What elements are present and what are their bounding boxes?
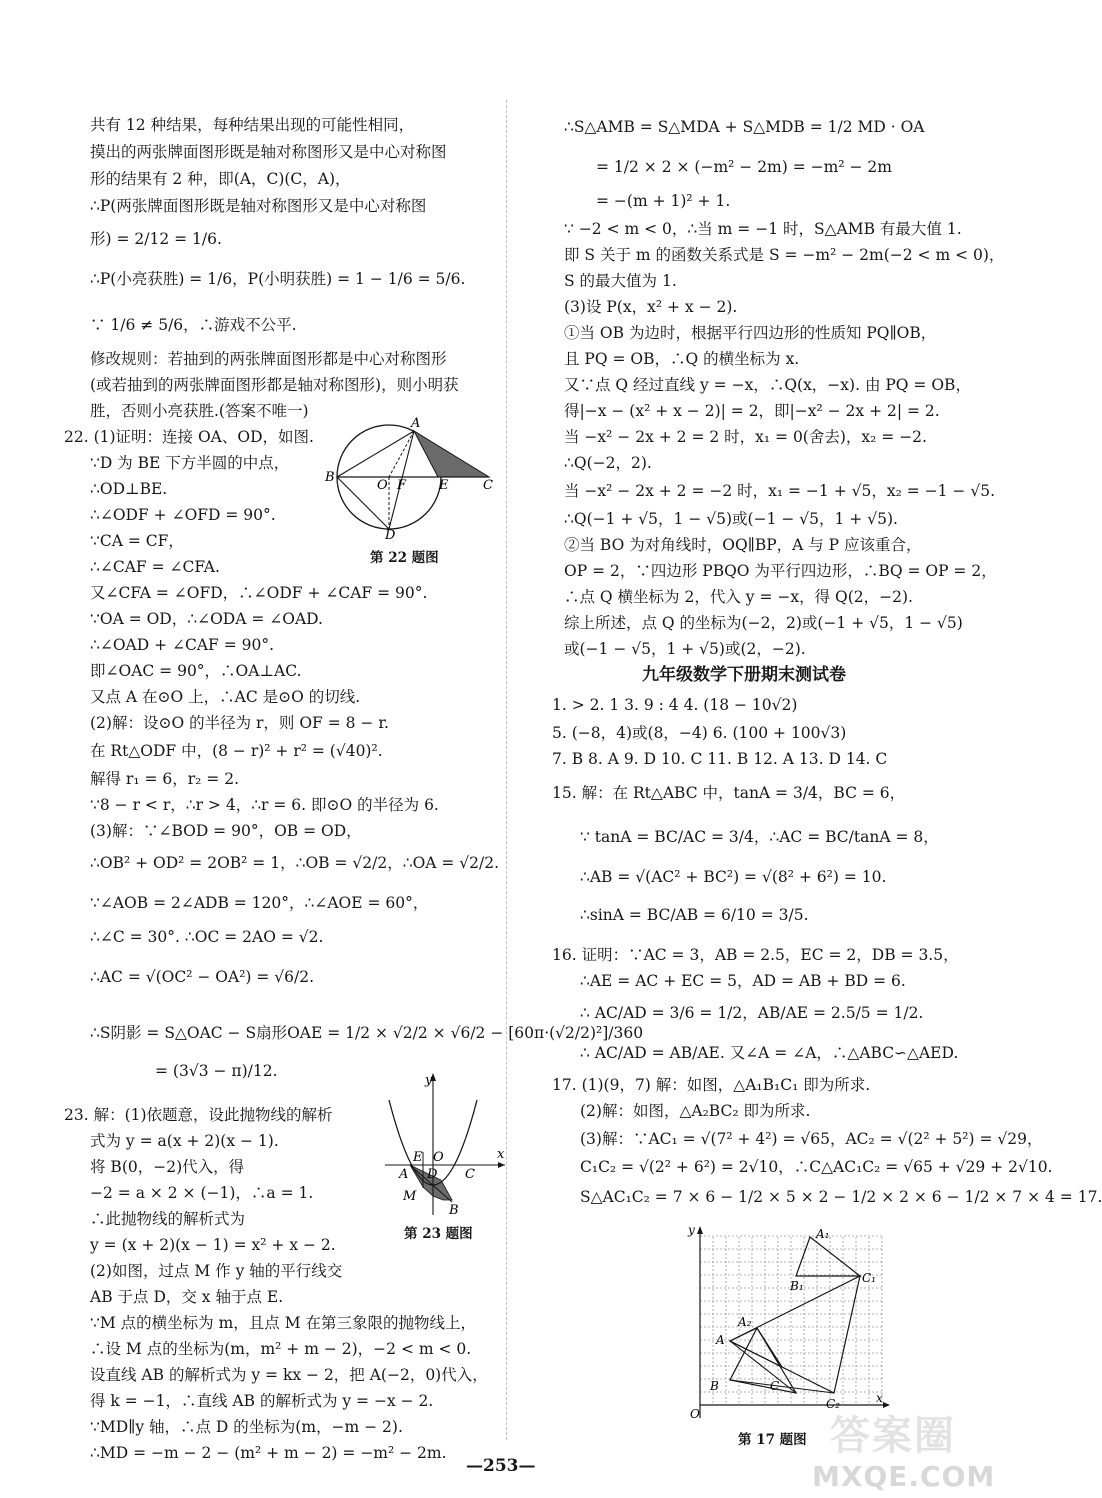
- text-line: 在 Rt△ODF 中，(8 − r)² + r² = (√40)².: [90, 742, 383, 760]
- fig23-label-b: B: [449, 1203, 459, 1218]
- answer-line: 1. > 2. 1 3. 9 : 4 4. (18 − 10√2): [552, 696, 798, 714]
- answer-line: S△AC₁C₂ = 7 × 6 − 1/2 × 5 × 2 − 1/2 × 2 × 6 − 1/2 × 7 × 4 = 17.: [580, 1188, 1102, 1206]
- text-line: 解得 r₁ = 6，r₂ = 2.: [90, 770, 240, 788]
- figure-23-parabola: [385, 1070, 510, 1220]
- text-line: ∵OA = OD，∴∠ODA = ∠OAD.: [90, 610, 323, 628]
- fig22-label-e: E: [439, 478, 449, 493]
- text-line: ∴P(两张牌面图形既是轴对称图形又是中心对称图: [90, 197, 427, 215]
- text-line: (3)设 P(x，x² + x − 2).: [564, 298, 738, 316]
- text-line: 又∠CFA = ∠OFD，∴∠ODF + ∠CAF = 90°.: [90, 584, 428, 602]
- figure-23-caption: 第 23 题图: [404, 1226, 473, 1242]
- text-line: 当 −x² − 2x + 2 = 2 时，x₁ = 0(舍去)，x₂ = −2.: [564, 428, 927, 446]
- answer-line: 7. B 8. A 9. D 10. C 11. B 12. A 13. D 14. C: [552, 750, 888, 768]
- text-line: ∴设 M 点的坐标为(m，m² + m − 2)，−2 < m < 0.: [90, 1340, 472, 1358]
- text-line: ∴S阴影 = S△OAC − S扇形OAE = 1/2 × √2/2 × √6/2 − [60π·(√2/2)²]/360: [90, 1024, 644, 1042]
- text-line: ∵D 为 BE 下方半圆的中点，: [90, 454, 290, 472]
- question-22-start: 22. (1)证明：连接 OA、OD，如图.: [64, 428, 314, 446]
- answer-line: 15. 解：在 Rt△ABC 中，tanA = 3/4，BC = 6，: [552, 784, 906, 802]
- figure-17-caption: 第 17 题图: [738, 1432, 807, 1448]
- answer-line: 5. (−8，4)或(8，−4) 6. (100 + 100√3): [552, 724, 847, 742]
- answer-line: ∴ AC/AD = 3/6 = 1/2，AB/AE = 2.5/5 = 1/2.: [580, 1004, 924, 1022]
- text-line: OP = 2，∵四边形 PBQO 为平行四边形，∴BQ = OP = 2，: [564, 562, 997, 580]
- fig17-label-c: C: [770, 1379, 780, 1393]
- fig22-label-b: B: [325, 470, 335, 485]
- fig17-label-x: x: [876, 1391, 883, 1405]
- text-line: 胜，否则小亮获胜.(答案不唯一): [90, 402, 309, 420]
- text-line: ∴AC = √(OC² − OA²) = √6/2.: [90, 968, 315, 986]
- text-line: 当 −x² − 2x + 2 = −2 时，x₁ = −1 + √5，x₂ = −1 − √5.: [564, 482, 996, 500]
- text-line: ∵CA = CF，: [90, 532, 184, 550]
- answer-line: C₁C₂ = √(2² + 6²) = 2√10，∴C△AC₁C₂ = √65 + √29 + 2√10.: [580, 1158, 1053, 1176]
- fig22-label-a: A: [411, 416, 421, 431]
- text-line: ②当 BO 为对角线时，OQ∥BP，A 与 P 应该重合，: [564, 536, 922, 554]
- text-line: ∴S△AMB = S△MDA + S△MDB = 1/2 MD · OA: [564, 118, 925, 136]
- text-line: 设直线 AB 的解析式为 y = kx − 2，把 A(−2，0)代入，: [90, 1366, 488, 1384]
- text-line: 修改规则：若抽到的两张牌面图形都是中心对称图形: [90, 350, 447, 368]
- text-line: ∵8 − r < r，∴r > 4，∴r = 6. 即⊙O 的半径为 6.: [90, 796, 439, 814]
- answer-line: (2)解：如图，△A₂BC₂ 即为所求.: [580, 1102, 811, 1120]
- fig23-label-x: x: [497, 1147, 505, 1162]
- text-line: 且 PQ = OB，∴Q 的横坐标为 x.: [564, 350, 800, 368]
- exam-title: 九年级数学下册期末测试卷: [642, 665, 846, 685]
- text-line: ∴OB² + OD² = 2OB² = 1，∴OB = √2/2，∴OA = √2/2.: [90, 854, 500, 872]
- text-line: ∵MD∥y 轴，∴点 D 的坐标为(m，−m − 2).: [90, 1418, 403, 1436]
- text-line: (3)解：∵∠BOD = 90°，OB = OD，: [90, 822, 362, 840]
- answer-line: 16. 证明：∵AC = 3，AB = 2.5，EC = 2，DB = 3.5，: [552, 946, 959, 964]
- figure-22-circle-tangent: [325, 415, 500, 543]
- text-line: ∴∠OAD + ∠CAF = 90°.: [90, 636, 275, 654]
- text-line: −2 = a × 2 × (−1)，∴a = 1.: [90, 1184, 314, 1202]
- text-line: = −(m + 1)² + 1.: [596, 192, 731, 210]
- text-line: 形的结果有 2 种，即(A，C)(C，A)，: [90, 170, 351, 188]
- grid-lines: [700, 1236, 882, 1405]
- text-line: 式为 y = a(x + 2)(x − 1).: [90, 1132, 279, 1150]
- answer-line: (3)解：∵AC₁ = √(7² + 4²) = √65，AC₂ = √(2² + 5²) = √29，: [580, 1130, 1043, 1148]
- answer-line: ∴sinA = BC/AB = 6/10 = 3/5.: [580, 906, 809, 924]
- fig17-label-o: O: [690, 1407, 700, 1421]
- fig17-label-a: A: [716, 1333, 725, 1347]
- text-line: ∴点 Q 横坐标为 2，代入 y = −x，得 Q(2，−2).: [564, 588, 913, 606]
- watermark-logo: 答案圈: [830, 1413, 956, 1459]
- text-line: (2)解：设⊙O 的半径为 r，则 OF = 8 − r.: [90, 714, 389, 732]
- question-23-start: 23. 解：(1)依题意，设此抛物线的解析: [64, 1106, 333, 1124]
- answer-line: ∴AE = AC + EC = 5，AD = AB + BD = 6.: [580, 972, 906, 990]
- fig23-label-m: M: [403, 1189, 417, 1204]
- fig17-label-c2: C₂: [826, 1397, 840, 1411]
- fig17-label-a1: A₁: [816, 1227, 830, 1241]
- figure-17-grid: [676, 1222, 896, 1422]
- answer-line: 17. (1)(9，7) 解：如图，△A₁B₁C₁ 即为所求.: [552, 1076, 871, 1094]
- answer-line: ∴AB = √(AC² + BC²) = √(8² + 6²) = 10.: [580, 868, 887, 886]
- fig22-label-c: C: [483, 478, 493, 493]
- text-line: 将 B(0，−2)代入，得: [90, 1158, 245, 1176]
- text-line: ∴P(小亮获胜) = 1/6，P(小明获胜) = 1 − 1/6 = 5/6.: [90, 270, 466, 288]
- text-line: 共有 12 种结果，每种结果出现的可能性相同，: [90, 116, 415, 134]
- text-line: 又∵点 Q 经过直线 y = −x，∴Q(x，−x). 由 PQ = OB，: [564, 376, 971, 394]
- text-line: 或(−1 − √5，1 + √5)或(2，−2).: [564, 640, 806, 658]
- text-line: 即 S 关于 m 的函数关系式是 S = −m² − 2m(−2 < m < 0)，: [564, 246, 1005, 264]
- text-line: ∴OD⊥BE.: [90, 480, 168, 498]
- text-line: ∴∠C = 30°. ∴OC = 2AO = √2.: [90, 928, 324, 946]
- text-line: 摸出的两张牌面图形既是轴对称图形又是中心对称图: [90, 143, 447, 161]
- text-line: S 的最大值为 1.: [564, 272, 677, 290]
- text-line: 又点 A 在⊙O 上，∴AC 是⊙O 的切线.: [90, 688, 361, 706]
- fig17-label-b: B: [710, 1379, 719, 1393]
- fig23-label-c: C: [465, 1167, 475, 1182]
- text-line: ①当 OB 为边时，根据平行四边形的性质知 PQ∥OB，: [564, 324, 937, 342]
- fig22-label-o: O: [377, 478, 388, 493]
- text-line: ∴MD = −m − 2 − (m² + m − 2) = −m² − 2m.: [90, 1444, 447, 1462]
- text-line: 综上所述，点 Q 的坐标为(−2，2)或(−1 + √5，1 − √5): [564, 614, 963, 632]
- text-line: (或若抽到的两张牌面图形都是轴对称图形)，则小明获: [90, 376, 459, 394]
- text-line: ∵M 点的横坐标为 m，且点 M 在第三象限的抛物线上，: [90, 1314, 477, 1332]
- fig23-label-e: E: [413, 1150, 423, 1165]
- text-line: ∵ 1/6 ≠ 5/6，∴游戏不公平.: [90, 316, 297, 334]
- figure-22-caption: 第 22 题图: [370, 550, 439, 566]
- text-line: ∵∠AOB = 2∠ADB = 120°，∴∠AOE = 60°，: [90, 894, 429, 912]
- fig17-label-b1: B₁: [790, 1279, 804, 1293]
- fig23-label-o: O: [433, 1150, 444, 1165]
- text-line: ∴∠ODF + ∠OFD = 90°.: [90, 506, 276, 524]
- fig23-label-y: y: [425, 1073, 433, 1088]
- page-number: —253—: [466, 1456, 536, 1476]
- fig22-label-f: F: [397, 478, 407, 493]
- text-line: ∴Q(−2，2).: [564, 454, 652, 472]
- text-line: ∴Q(−1 + √5，1 − √5)或(−1 − √5，1 + √5).: [564, 510, 898, 528]
- fig22-label-d: D: [385, 528, 396, 543]
- text-line: AB 于点 D，交 x 轴于点 E.: [90, 1288, 284, 1306]
- text-line: ∴∠CAF = ∠CFA.: [90, 558, 220, 576]
- text-line: 得|−x − (x² + x − 2)| = 2，即|−x² − 2x + 2| = 2.: [564, 402, 940, 420]
- column-divider: [506, 100, 507, 1440]
- watermark-site: MXQE.COM: [812, 1460, 996, 1493]
- fig17-label-a2: A₂: [738, 1315, 752, 1329]
- answer-line: ∴ AC/AD = AB/AE. 又∠A = ∠A，∴△ABC∽△AED.: [580, 1044, 959, 1062]
- fig23-label-a: A: [399, 1167, 409, 1182]
- text-line: 即∠OAC = 90°，∴OA⊥AC.: [90, 662, 302, 680]
- text-line: (2)如图，过点 M 作 y 轴的平行线交: [90, 1262, 343, 1280]
- text-line: y = (x + 2)(x − 1) = x² + x − 2.: [90, 1236, 336, 1254]
- text-line: ∵ −2 < m < 0，∴当 m = −1 时，S△AMB 有最大值 1.: [564, 220, 962, 238]
- text-line: = 1/2 × 2 × (−m² − 2m) = −m² − 2m: [596, 158, 892, 176]
- fig23-label-d: D: [427, 1167, 438, 1182]
- fig17-label-c1: C₁: [862, 1271, 876, 1285]
- text-line: ∴此抛物线的解析式为: [90, 1210, 246, 1228]
- text-line: 得 k = −1，∴直线 AB 的解析式为 y = −x − 2.: [90, 1392, 434, 1410]
- answer-line: ∵ tanA = BC/AC = 3/4，∴AC = BC/tanA = 8，: [580, 828, 939, 846]
- text-line: 形) = 2/12 = 1/6.: [90, 230, 222, 248]
- text-line: = (3√3 − π)/12.: [155, 1062, 278, 1080]
- fig17-label-y: y: [688, 1223, 695, 1237]
- watermark: [812, 1400, 998, 1495]
